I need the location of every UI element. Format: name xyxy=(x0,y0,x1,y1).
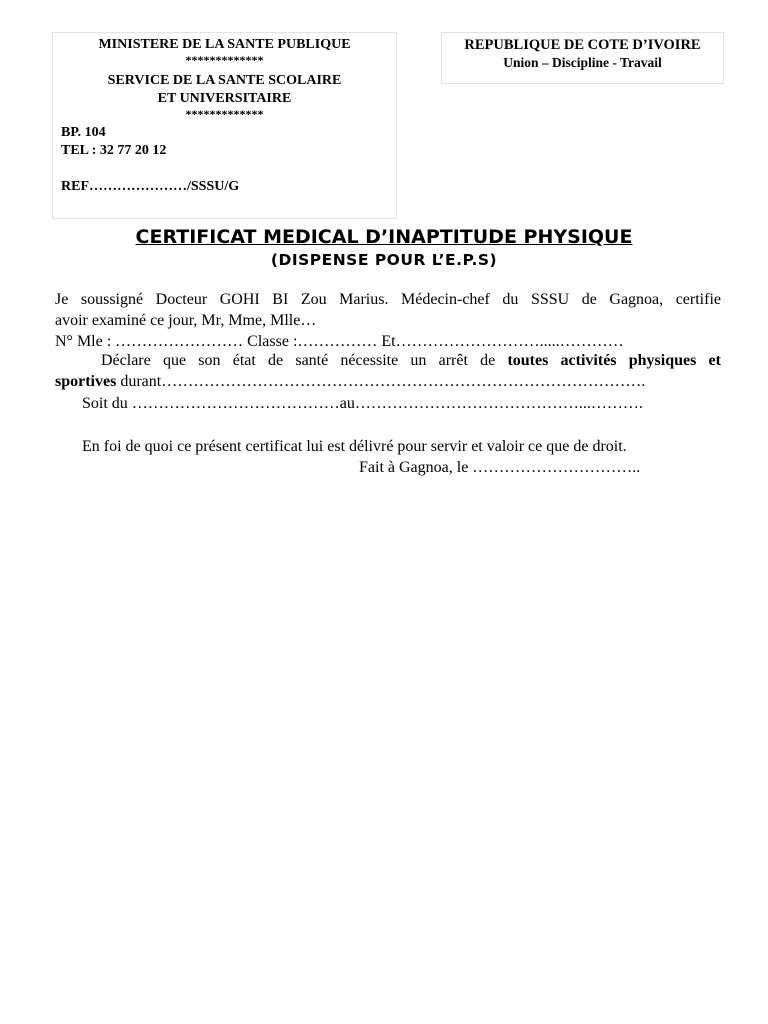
declaration-line-1 xyxy=(55,350,721,371)
document-subtitle: (DISPENSE POUR L’E.P.S) xyxy=(270,251,498,269)
service-name-line1: SERVICE DE LA SANTE SCOLAIRE xyxy=(107,73,342,88)
duration-text: durant………………………………………………………………………………. xyxy=(116,373,646,390)
declaration-text: Déclare que son état de santé nécessite un arrêt de xyxy=(101,352,508,369)
period-line: Soit du …………………………………au……………………………………...………. xyxy=(82,395,643,412)
telephone: TEL : 32 77 20 12 xyxy=(61,143,167,158)
certification-paragraph xyxy=(55,289,721,352)
declaration-line-2 xyxy=(55,371,721,392)
ministry-header-box xyxy=(52,32,397,219)
country-name: REPUBLIQUE DE COTE D’IVOIRE xyxy=(464,37,701,53)
closing-statement: En foi de quoi ce présent certificat lui est délivré pour servir et valoir ce que de droit. xyxy=(82,438,627,455)
certification-line-2: avoir examiné ce jour, Mr, Mme, Mlle… xyxy=(55,312,317,329)
national-motto: Union – Discipline - Travail xyxy=(503,55,662,70)
document-title: CERTIFICAT MEDICAL D’INAPTITUDE PHYSIQUE xyxy=(135,226,633,248)
postal-box: BP. 104 xyxy=(61,125,106,140)
certification-line-1: Je soussigné Docteur GOHI BI Zou Marius. Médecin-chef du SSSU de Gagnoa, certifie xyxy=(55,291,721,308)
republic-header-box xyxy=(441,32,724,84)
declaration-bold-text-2: sportives xyxy=(55,373,117,390)
service-name-line2: ET UNIVERSITAIRE xyxy=(157,91,292,106)
student-id-class-line: N° Mle : …………………… Classe :…………… Et……………………….....………… xyxy=(55,333,624,350)
declaration-bold-text: toutes activités physiques et xyxy=(507,352,721,369)
declaration-paragraph xyxy=(55,350,721,392)
ministry-name: MINISTERE DE LA SANTE PUBLIQUE xyxy=(98,37,351,52)
reference-number: REF…………………/SSSU/G xyxy=(61,179,240,194)
separator-stars: ************* xyxy=(185,53,264,67)
separator-stars: ************* xyxy=(185,107,264,121)
place-date-line: Fait à Gagnoa, le ………………………….. xyxy=(359,459,641,476)
